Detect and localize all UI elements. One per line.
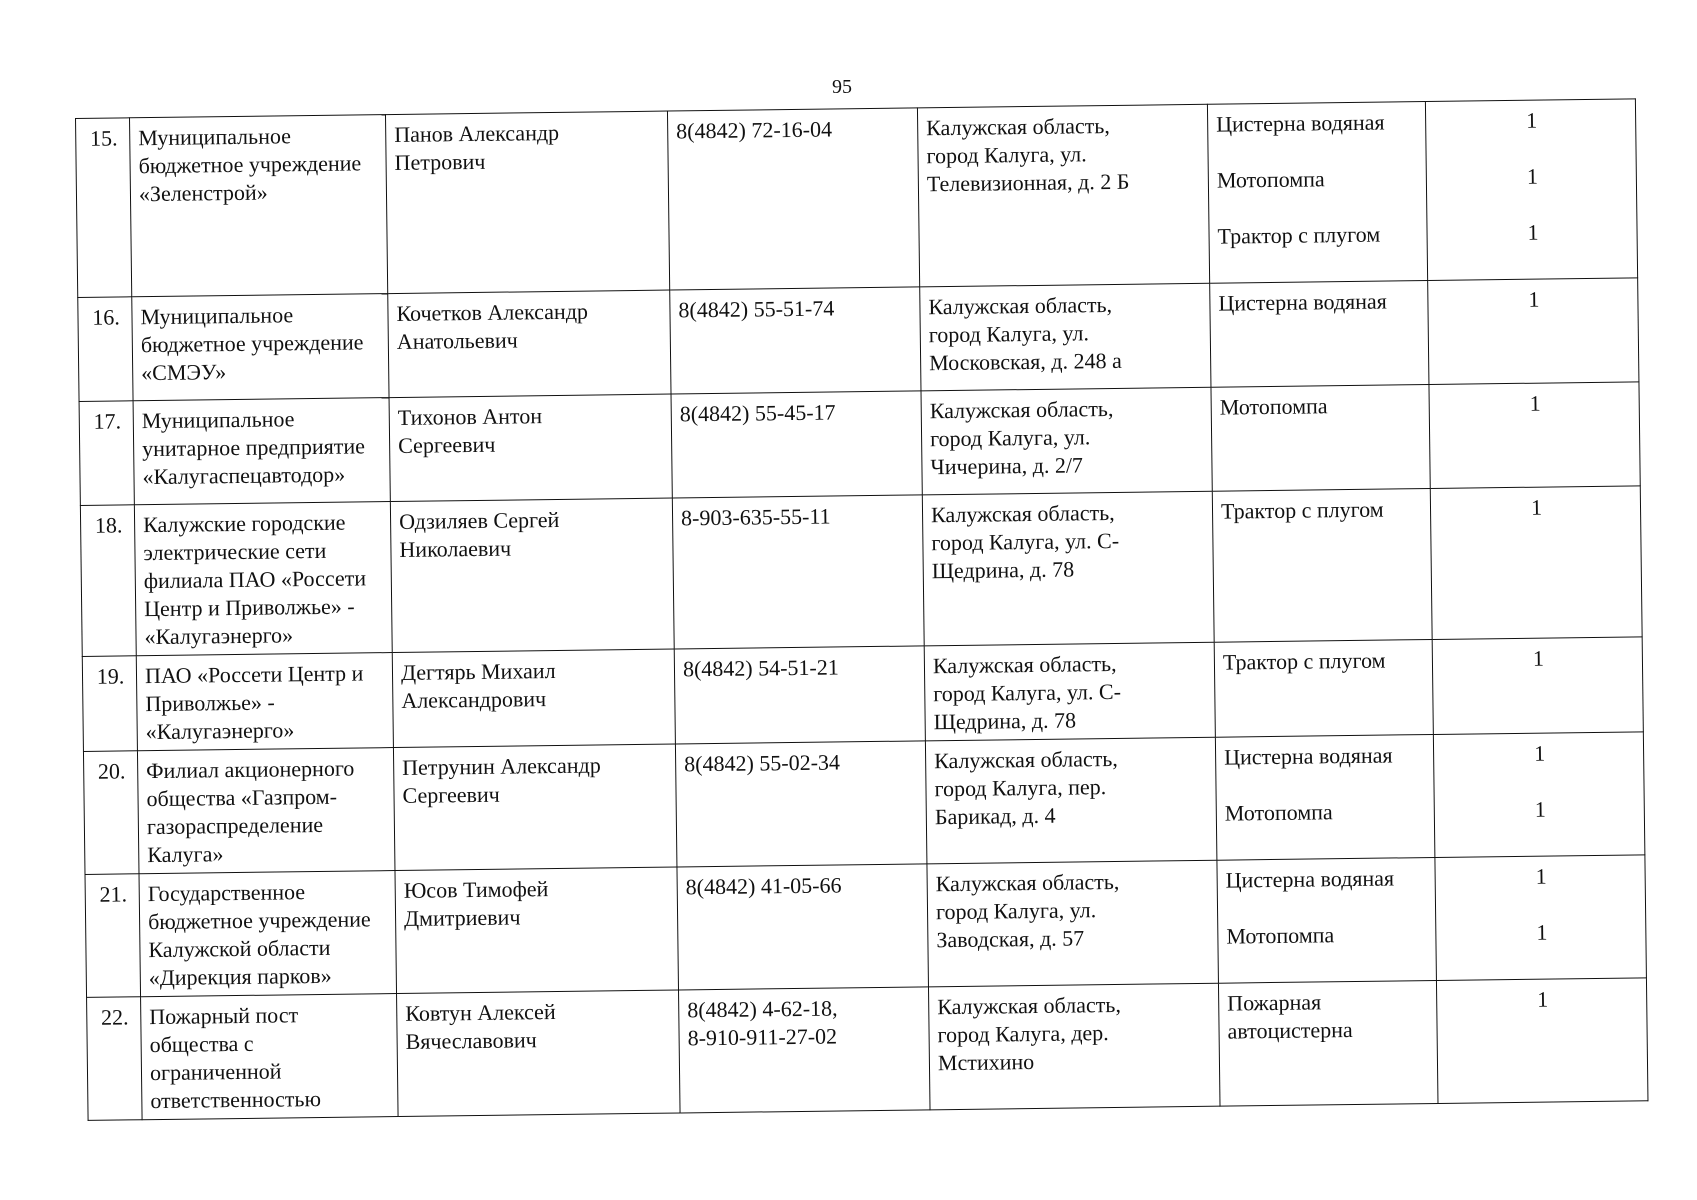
address-cell [920,283,1211,391]
address-line: Барикад, д. 4 [934,802,1056,830]
head-name-line: Панов Александр [394,119,560,147]
organization-cell [132,294,389,401]
quantity-cell [1436,978,1648,1104]
quantity-cell [1428,278,1639,385]
head-name-line: Николаевич [399,535,512,562]
organization-line: Государственное [147,879,306,907]
head-name-line: Петрунин Александр [402,752,601,780]
equipment-item: Мотопомпа [1216,166,1325,193]
equipment-item: Мотопомпа [1226,922,1335,949]
phone-cell [672,495,924,649]
address-line: Калужская область, [935,868,1120,897]
address-line: Калужская область, [929,395,1114,424]
organization-line: электрические сети [143,537,327,566]
address-line: Калужская область, [930,499,1115,528]
organization-line: Филиал акционерного [146,755,355,784]
quantity-cell [1432,637,1643,735]
row-number-cell [79,401,134,506]
head-name-line: Тихонов Антон [397,403,543,430]
phone-cell [675,741,927,867]
organization-line: «Калугаэнерго» [145,717,295,745]
equipment-item: Мотопомпа [1224,799,1333,826]
organization-cell [141,994,399,1120]
address-line: Щедрина, д. 78 [931,556,1075,584]
address-cell [924,642,1215,741]
address-line: Заводская, д. 57 [936,925,1085,953]
row-number-cell [87,997,143,1121]
phone-cell [677,864,929,990]
row-number: 17. [93,408,122,434]
address-cell [928,983,1220,1110]
head-name-cell [392,649,675,748]
phone-cell [674,646,925,744]
address-line: Московская, д. 248 а [928,347,1122,376]
address-cell [917,104,1209,287]
address-line: город Калуга, ул. [935,897,1097,925]
head-name-line: Петрович [394,148,486,175]
table-row [76,99,1638,298]
quantity-value: 1 [1537,986,1549,1012]
head-name-line: Сергеевич [397,431,496,458]
equipment-cell [1217,857,1437,983]
quantity-value: 1 [1530,494,1543,520]
address-line: Чичерина, д. 2/7 [930,452,1084,480]
address-line: город Калуга, ул. С- [933,678,1122,707]
table-body [76,99,1648,1121]
organization-cell [130,115,388,297]
address-line: город Калуга, пер. [934,774,1107,802]
equipment-item: автоцистерна [1227,1017,1353,1044]
quantity-cell [1435,855,1647,981]
organization-line: Приволжье» - [145,689,275,717]
phone-line: 8(4842) 72-16-04 [676,116,833,144]
organization-line: унитарное предприятие [142,433,366,462]
head-name-line: Дегтярь Михаил [400,658,556,685]
head-name-cell [390,498,674,653]
organization-line: Калуга» [147,841,224,868]
row-number-cell [85,874,141,998]
head-name-cell [389,394,672,502]
organization-line: газораспределение [146,811,324,840]
row-number: 20. [97,758,126,784]
equipment-cell [1207,102,1427,284]
organization-line: Калужской области [148,934,331,963]
address-line: Калужская область, [933,745,1118,774]
head-name-line: Сергеевич [402,781,500,808]
address-line: город Калуга, ул. С- [931,527,1120,556]
row-number: 21. [99,881,128,907]
table-row [79,382,1640,506]
row-number: 19. [96,663,125,689]
organization-cell [134,502,392,656]
organization-line: «СМЭУ» [141,359,227,386]
equipment-item: Цистерна водяная [1216,109,1385,137]
quantity-value: 1 [1534,796,1546,822]
quantity-value: 1 [1535,863,1547,889]
quantity-value: 1 [1533,740,1546,766]
quantity-value: 1 [1526,163,1539,189]
organizations-table [75,98,1648,1121]
address-cell [925,737,1217,864]
head-name-line: Одзиляев Сергей [398,506,560,534]
equipment-item: Трактор с плугом [1220,496,1384,524]
address-line: город Калуга, ул. [926,141,1087,169]
equipment-cell [1211,385,1430,492]
address-line: Калужская область, [932,650,1117,679]
quantity-value: 1 [1536,919,1548,945]
table-row [85,855,1646,998]
address-cell [927,860,1219,987]
document-table-wrapper [75,98,1647,1121]
address-cell [922,491,1214,646]
equipment-item: Цистерна водяная [1225,865,1395,893]
organization-line: ПАО «Россети Центр и [144,660,364,689]
head-name-line: Дмитриевич [403,904,521,931]
head-name-line: Вячеславович [405,1027,537,1054]
organization-cell [136,653,393,751]
equipment-cell [1218,980,1438,1106]
equipment-item: Пожарная [1227,989,1322,1016]
table-row [83,732,1644,875]
address-line: город Калуга, ул. [928,320,1090,348]
equipment-item: Цистерна водяная [1223,742,1393,770]
phone-line: 8-903-635-55-11 [680,503,831,531]
organization-line: Центр и Приволжье» - [144,593,355,622]
row-number: 16. [92,304,120,330]
equipment-item: Мотопомпа [1219,393,1328,420]
organization-cell [139,871,397,997]
quantity-cell [1430,486,1642,640]
organization-line: Муниципальное [140,302,294,330]
head-name-line: Ковтун Алексей [405,999,556,1026]
organization-line: «Калугаэнерго» [144,622,294,650]
address-cell [921,387,1212,495]
phone-cell [671,391,922,498]
equipment-item: Трактор с плугом [1217,221,1381,249]
quantity-value: 1 [1529,390,1541,416]
organization-line: Муниципальное [138,123,292,151]
head-name-line: Анатольевич [396,327,518,354]
organization-line: Пожарный пост [149,1002,299,1030]
row-number: 22. [100,1004,129,1030]
phone-line: 8(4842) 4-62-18, [687,995,838,1023]
phone-cell [670,287,921,394]
equipment-item: Трактор с плугом [1222,647,1386,675]
page-number: 95 [832,76,852,98]
row-number: 15. [89,125,118,151]
row-number-cell [82,656,137,752]
address-line: город Калуга, дер. [937,1020,1109,1048]
phone-line: 8(4842) 55-45-17 [679,399,836,427]
head-name-line: Кочетков Александр [396,298,589,326]
phone-line: 8(4842) 54-51-21 [682,654,839,682]
head-name-cell [385,111,669,294]
organization-cell [137,748,395,874]
head-name-line: Александрович [401,686,547,713]
address-line: город Калуга, ул. [929,424,1091,452]
phone-cell [679,987,931,1113]
address-line: Калужская область, [926,112,1110,141]
quantity-cell [1433,732,1645,858]
equipment-cell [1210,281,1429,388]
head-name-cell [388,290,671,398]
organization-cell [133,398,390,505]
address-line: Калужская область, [928,291,1113,320]
quantity-cell [1425,99,1637,281]
head-name-cell [397,990,681,1117]
table-row [80,486,1642,657]
organization-line: «Дирекция парков» [148,962,332,991]
address-line: Калужская область, [937,991,1122,1020]
quantity-value: 1 [1525,107,1538,133]
organization-line: ответственностью [150,1085,322,1114]
organization-line: филиала ПАО «Россети [143,565,367,594]
organization-line: бюджетное учреждение [147,906,371,935]
row-number: 18. [94,512,123,538]
organization-line: общества «Газпром- [146,783,338,812]
row-number-cell [78,297,133,402]
organization-line: Муниципальное [141,406,295,434]
organization-line: «Калугаспецавтодор» [142,461,346,490]
row-number-cell [76,118,132,298]
phone-line: 8-910-911-27-02 [687,1023,838,1051]
address-line: Мстихино [937,1049,1035,1076]
phone-line: 8(4842) 55-02-34 [684,749,841,777]
equipment-cell [1212,488,1432,642]
head-name-cell [393,744,677,871]
quantity-value: 1 [1527,219,1539,245]
organization-line: «Зеленстрой» [138,179,268,207]
head-name-cell [395,867,679,994]
phone-line: 8(4842) 41-05-66 [685,872,842,900]
phone-line: 8(4842) 55-51-74 [678,295,835,323]
quantity-cell [1429,382,1640,489]
address-line: Щедрина, д. 78 [933,707,1077,735]
organization-line: Калужские городские [142,509,346,538]
row-number-cell [80,505,136,657]
organization-line: ограниченной [149,1058,282,1086]
phone-cell [667,108,919,290]
table-row [78,278,1639,402]
row-number-cell [83,751,139,875]
quantity-value: 1 [1532,645,1545,671]
quantity-value: 1 [1528,286,1540,312]
equipment-cell [1214,639,1433,737]
equipment-cell [1215,734,1435,860]
organization-line: бюджетное учреждение [140,329,364,358]
address-line: Телевизионная, д. 2 Б [926,168,1130,197]
head-name-line: Юсов Тимофей [403,876,549,903]
organization-line: бюджетное учреждение [138,150,362,179]
equipment-item: Цистерна водяная [1218,288,1387,316]
table-row [87,978,1648,1121]
organization-line: общества с [149,1030,254,1058]
